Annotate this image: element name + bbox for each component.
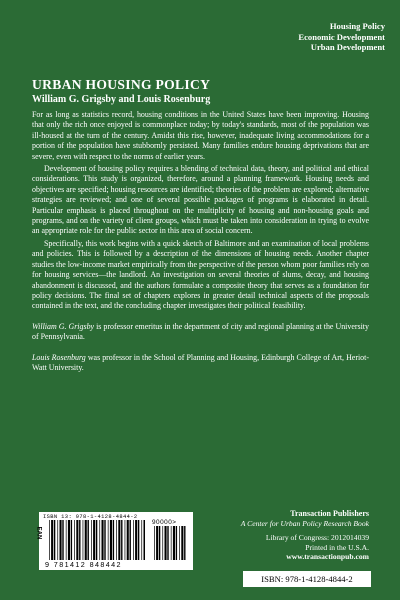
barcode-bar bbox=[181, 526, 183, 560]
barcode-bar bbox=[104, 520, 105, 560]
barcode-bar bbox=[167, 526, 168, 560]
library-of-congress: Library of Congress: 2012014039 bbox=[265, 533, 369, 543]
barcode-bar bbox=[66, 520, 67, 560]
author-bio bbox=[32, 353, 369, 374]
barcode-bar bbox=[108, 520, 109, 560]
barcode-bar bbox=[57, 520, 58, 560]
barcode-bar bbox=[173, 526, 175, 560]
barcode-bar bbox=[138, 520, 139, 560]
barcode-bar bbox=[74, 520, 75, 560]
barcode-isbn-label: ISBN 13: 978-1-4128-4844-2 bbox=[43, 514, 138, 520]
barcode-bar bbox=[71, 520, 72, 560]
barcode bbox=[35, 512, 193, 570]
barcode-bar bbox=[171, 526, 172, 560]
barcode-bar bbox=[110, 520, 112, 560]
barcode-bar bbox=[91, 520, 92, 560]
barcode-bar bbox=[130, 520, 131, 560]
barcode-bar bbox=[121, 520, 122, 560]
barcode-bar bbox=[88, 520, 89, 560]
barcode-bar bbox=[79, 520, 80, 560]
category-label: Urban Development bbox=[310, 42, 385, 52]
blurb-paragraph: Development of housing policy requires a blending of technical data, theory, and political and ethical considerations. This study is organized, therefore, around a planning framework. Housing needs and objectives are specified; housing resources are identified; theories of the problem are explored; alternative strategies are reviewed; and one of several possible packages of programs is elaborated in detail. Particular emphasis is placed throughout on the multiplicity of housing and non-housing goals and programs, and on the variety of client groups, which must be taken into consideration in trying to evolve an appropriate role for the public sector in this area of social concern. bbox=[32, 164, 369, 236]
barcode-bar bbox=[125, 520, 126, 560]
publisher-name: Transaction Publishers bbox=[290, 509, 369, 518]
author-bio-text: is professor emeritus in the department of city and regional planning at the University of Pennsylvania. bbox=[32, 321, 369, 342]
barcode-bar bbox=[156, 526, 158, 560]
barcode-bar bbox=[144, 520, 146, 560]
barcode-bar bbox=[83, 520, 84, 560]
barcode-bar bbox=[93, 520, 95, 560]
barcode-bar bbox=[85, 520, 87, 560]
barcode-bar bbox=[133, 520, 134, 560]
category-label: Economic Development bbox=[298, 31, 385, 42]
subject-categories bbox=[298, 21, 385, 53]
barcode-bar bbox=[113, 520, 114, 560]
barcode-bar bbox=[62, 520, 63, 560]
author-bio-text: was professor in the School of Planning and Housing, Edinburgh College of Art, Heriot-Watt University. bbox=[32, 352, 369, 372]
publisher-website: www.transactionpub.com bbox=[286, 552, 369, 562]
barcode-digits: 9 781412 848442 bbox=[45, 560, 122, 569]
barcode-bar bbox=[116, 520, 117, 560]
barcode-bar bbox=[102, 520, 104, 560]
publisher-series: A Center for Urban Policy Research Book bbox=[240, 518, 369, 528]
printed-in: Printed in the U.S.A. bbox=[305, 542, 369, 552]
blurb-paragraph: Specifically, this work begins with a quick sketch of Baltimore and an examination of local problems and policies. This is followed by a description of the dimensions of housing needs. Another chapter studies the low-income market empirically from the perspective of the person whom poor families rely on for housing services—the landlord. An investigation on several theories of slums, decay, and housing abandonment is discussed, and the authors formulate a composite theory that serves as a foundation for policy decisions. The final set of chapters explores in greater detail technical aspects of the proposals contained in the text, and the concluding chapter investigates their political feasibility. bbox=[32, 238, 369, 311]
barcode-bar bbox=[179, 526, 180, 560]
barcode-bar bbox=[118, 520, 120, 560]
publisher-info bbox=[241, 509, 369, 562]
author-bio bbox=[32, 322, 369, 343]
barcode-bar bbox=[127, 520, 129, 560]
book-authors: William G. Grigsby and Louis Rosenburg bbox=[32, 94, 211, 105]
barcode-bar bbox=[184, 526, 185, 560]
author-name: William G. Grigsby bbox=[32, 321, 95, 331]
barcode-bar bbox=[51, 520, 53, 560]
blurb-paragraph: For as long as statistics record, housing conditions in the United States have been improving. Housing that only the rich once enjoyed is commonplace today; by today's standards, most of the population was ill-housed at the turn of the century. Amidst this rise, however, inadequate living accommodations for a portion of the population have stubbornly persisted. Many families endure housing deprivations that are severe, even with respect to the norms of earlier years. bbox=[32, 110, 369, 161]
blurb bbox=[32, 110, 369, 375]
barcode-bar bbox=[76, 520, 78, 560]
isbn-box: ISBN: 978-1-4128-4844-2 bbox=[243, 571, 371, 587]
barcode-bar bbox=[60, 520, 62, 560]
barcode-bar bbox=[49, 520, 50, 560]
barcode-addon-bars bbox=[154, 526, 186, 560]
barcode-bar bbox=[176, 526, 177, 560]
barcode-bar bbox=[165, 526, 167, 560]
author-name: Louis Rosenburg bbox=[32, 352, 86, 362]
barcode-bar bbox=[54, 520, 55, 560]
ean-label: EAN bbox=[35, 526, 42, 540]
barcode-bar bbox=[135, 520, 137, 560]
barcode-bar bbox=[96, 520, 97, 560]
barcode-bars bbox=[49, 520, 145, 560]
category-label: Housing Policy bbox=[329, 21, 385, 31]
barcode-bar bbox=[159, 526, 160, 560]
barcode-bar bbox=[162, 526, 163, 560]
barcode-bar bbox=[68, 520, 70, 560]
barcode-bar bbox=[154, 526, 155, 560]
book-title: URBAN HOUSING POLICY bbox=[32, 77, 211, 92]
barcode-bar bbox=[99, 520, 100, 560]
barcode-bar bbox=[141, 520, 142, 560]
barcode-addon-number: 90000> bbox=[152, 519, 177, 526]
